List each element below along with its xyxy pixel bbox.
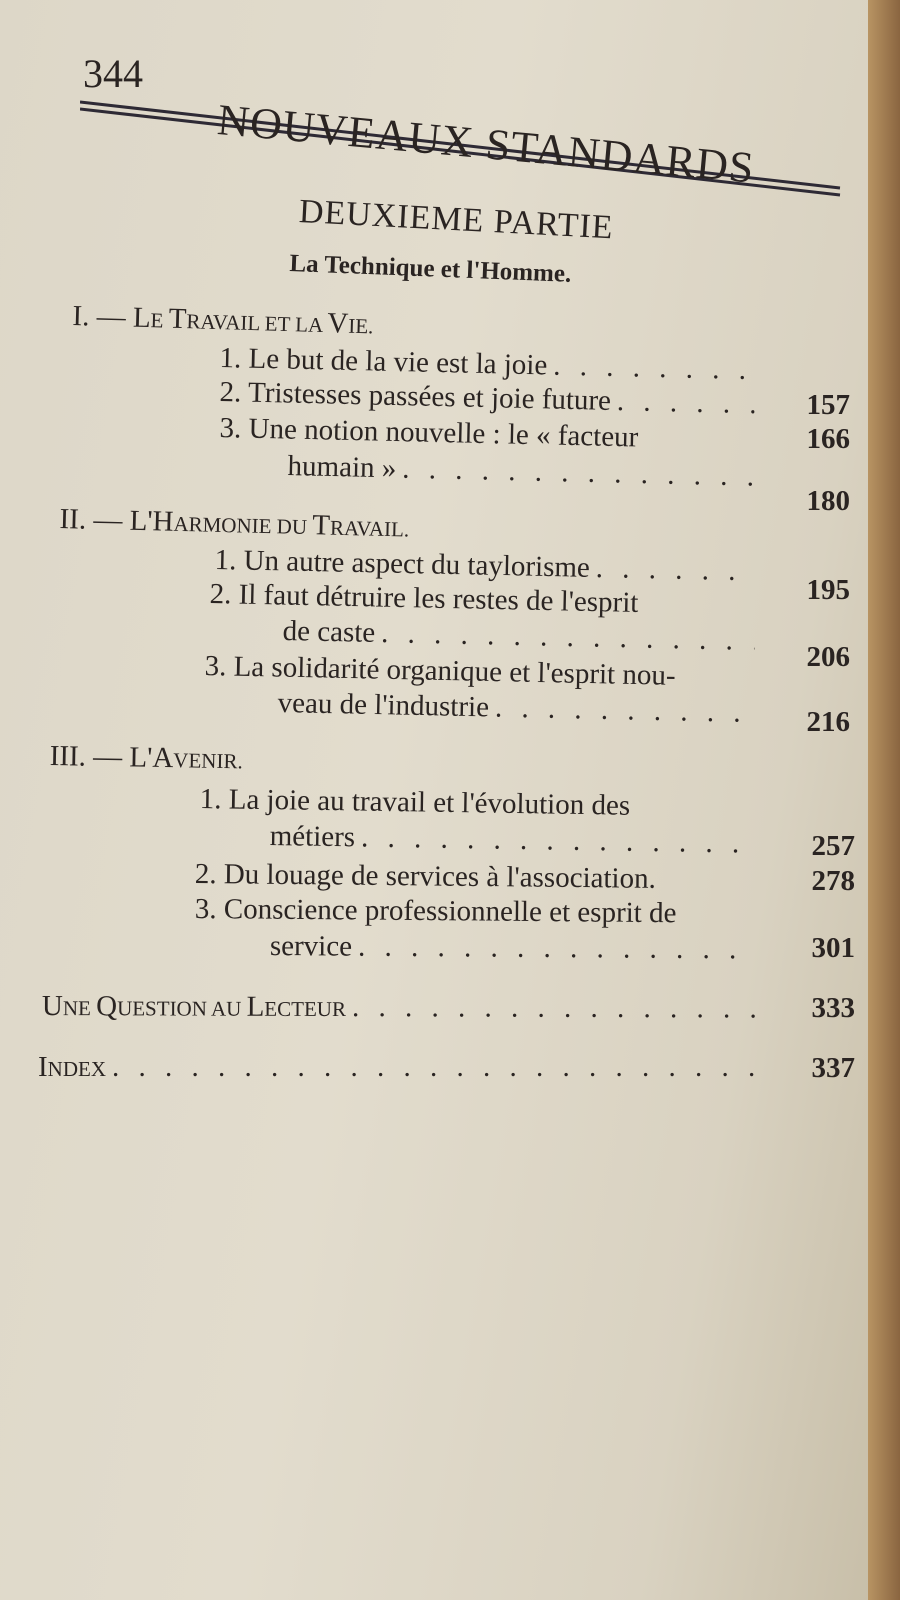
toc-back-matter-entry bbox=[42, 990, 755, 1026]
page-number: 344 bbox=[83, 51, 143, 96]
toc-entry-first-line: 3. Une notion nouvelle : le « facteur bbox=[219, 412, 639, 454]
toc-entry bbox=[287, 450, 755, 495]
toc-entry-title: UNE QUESTION AU LECTEUR bbox=[41, 990, 347, 1023]
toc-entry-title: métiers bbox=[269, 820, 356, 854]
toc-entry-title: humain » bbox=[287, 450, 397, 485]
part-title: DEUXIEME PARTIE bbox=[298, 193, 615, 247]
dot-leader bbox=[553, 350, 755, 388]
toc-entry-title: 1. Un autre aspect du taylorisme bbox=[214, 544, 591, 584]
toc-page-number: 216 bbox=[806, 706, 850, 738]
toc-entry bbox=[269, 820, 754, 862]
toc-entry-title: service bbox=[269, 930, 353, 963]
toc-entry-title: 1. Le but de la vie est la joie bbox=[219, 342, 548, 382]
toc-page-number: 195 bbox=[806, 574, 850, 606]
toc-page-number: 333 bbox=[811, 992, 855, 1024]
toc-back-matter-entry bbox=[38, 1051, 755, 1085]
toc-entry-first-line: 3. Conscience professionnelle et esprit de bbox=[194, 893, 677, 930]
toc-page-number: 166 bbox=[806, 423, 850, 455]
dot-leader bbox=[381, 617, 755, 658]
dot-leader bbox=[352, 991, 755, 1025]
dot-leader bbox=[402, 453, 755, 494]
dot-leader bbox=[596, 552, 755, 588]
dot-leader bbox=[358, 931, 755, 967]
book-spine-edge bbox=[868, 0, 900, 1600]
chapter-heading: II. — L'HARMONIE DU TRAVAIL. bbox=[59, 503, 410, 542]
toc-entry bbox=[270, 930, 755, 967]
toc-entry-title: 2. Tristesses passées et joie future bbox=[219, 376, 612, 417]
toc-entry-title: veau de l'industrie bbox=[277, 687, 490, 724]
toc-entry-first-line: 3. La solidarité organique et l'esprit nou- bbox=[204, 650, 676, 692]
toc-page-number: 206 bbox=[806, 641, 850, 673]
running-title: NOUVEAUX STANDARDS bbox=[215, 94, 757, 193]
dot-leader bbox=[495, 692, 755, 730]
chapter-heading: III. — L'AVENIR. bbox=[49, 740, 243, 775]
toc-page-number: 257 bbox=[811, 830, 855, 862]
toc-page-number: 278 bbox=[811, 865, 855, 897]
toc-entry-first-line: 1. La joie au travail et l'évolution des bbox=[199, 783, 631, 822]
part-subtitle: La Technique et l'Homme. bbox=[288, 250, 572, 288]
toc-entry bbox=[277, 687, 755, 731]
toc-entry-title: de caste bbox=[282, 615, 376, 649]
dot-leader bbox=[617, 385, 755, 421]
toc-entry-title: 2. Du louage de services à l'association. bbox=[194, 858, 657, 895]
toc-page-number: 301 bbox=[811, 932, 855, 964]
toc-page-number: 180 bbox=[806, 485, 850, 517]
toc-entry-first-line: 2. Il faut détruire les restes de l'esprit bbox=[209, 578, 639, 619]
toc-entry-title: INDEX bbox=[38, 1051, 106, 1083]
dot-leader bbox=[361, 821, 755, 860]
dot-leader bbox=[112, 1051, 755, 1084]
toc-page-number: 337 bbox=[811, 1052, 855, 1084]
chapter-heading: I. — LE TRAVAIL ET LA VIE. bbox=[72, 300, 374, 340]
toc-page-number: 157 bbox=[806, 389, 850, 421]
